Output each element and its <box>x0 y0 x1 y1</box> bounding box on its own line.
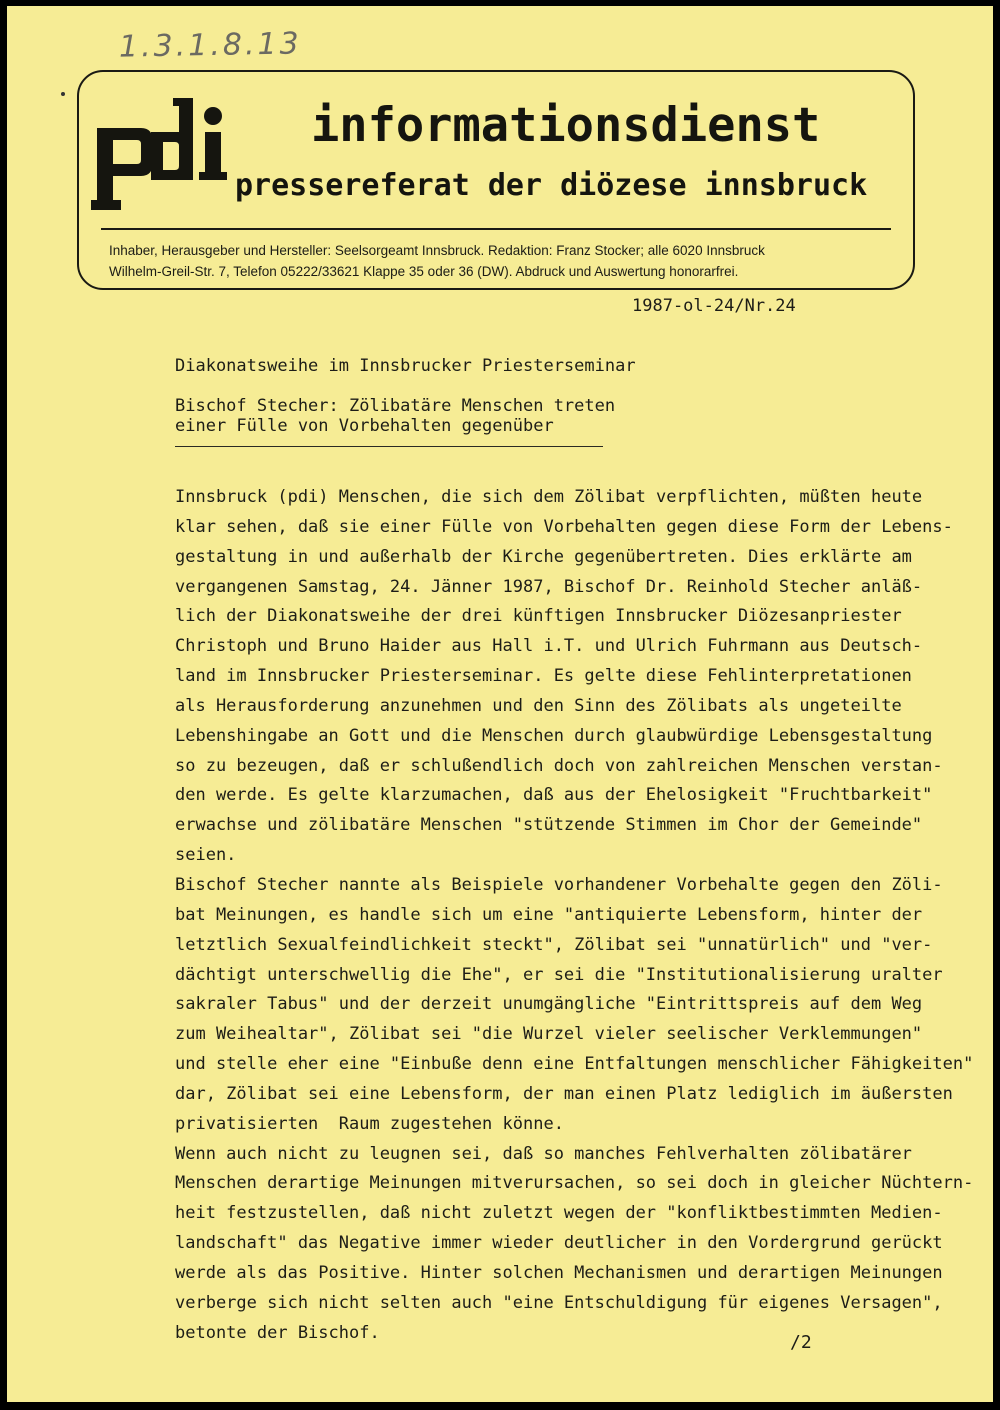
body-line: Bischof Stecher nannte als Beispiele vorhandener Vorbehalte gegen den Zöli- <box>175 874 943 895</box>
body-line: werde als das Positive. Hinter solchen Mechanismen und derartigen Meinungen <box>175 1262 943 1283</box>
body-line: so zu bezeugen, daß er schlußendlich doch von zahlreichen Menschen verstan- <box>175 755 943 776</box>
stray-mark <box>61 92 65 96</box>
body-line: betonte der Bischof. <box>175 1322 380 1343</box>
pdi-logo-icon <box>91 88 231 218</box>
body-line: land im Innsbrucker Priesterseminar. Es gelte diese Fehlinterpretationen <box>175 666 912 687</box>
body-line: Wenn auch nicht zu leugnen sei, daß so manches Fehlverhalten zölibatärer <box>175 1143 912 1164</box>
body-line: vergangenen Samstag, 24. Jänner 1987, Bischof Dr. Reinhold Stecher anläß- <box>175 576 923 597</box>
body-text <box>175 483 974 1348</box>
masthead <box>77 70 915 290</box>
body-line: verberge sich nicht selten auch "eine Entschuldigung für eigenes Versagen", <box>175 1292 943 1313</box>
issue-date-number: 1987-ol-24/Nr.24 <box>632 296 796 316</box>
subheadline <box>175 396 615 436</box>
masthead-imprint <box>109 240 893 282</box>
body-line: klar sehen, daß sie einer Fülle von Vorbehalten gegen diese Form der Lebens- <box>175 516 953 537</box>
body-line: landschaft" das Negative immer wieder deutlicher in den Vordergrund gerückt <box>175 1233 943 1254</box>
subheadline-underline <box>175 446 603 447</box>
body-line: zum Weihealtar", Zölibat sei "die Wurzel vieler seelischer Verklemmungen" <box>175 1024 923 1045</box>
body-line: und stelle eher eine "Einbuße denn eine Entfaltungen menschlicher Fähigkeiten" <box>175 1054 974 1075</box>
body-line: dar, Zölibat sei eine Lebensform, der man einen Platz lediglich im äußersten <box>175 1083 953 1104</box>
body-line: dächtigt unterschwellig die Ehe", er sei die "Institutionalisierung uralter <box>175 964 943 985</box>
imprint-line: Wilhelm-Greil-Str. 7, Telefon 05222/33621 Klappe 35 oder 36 (DW). Abdruck und Auswertung honorarfrei. <box>109 264 739 279</box>
body-line: sakraler Tabus" und der derzeit unumgängliche "Eintrittspreis auf dem Weg <box>175 994 923 1015</box>
masthead-title: informationsdienst <box>311 98 821 153</box>
masthead-subtitle: pressereferat der diözese innsbruck <box>235 168 868 203</box>
archive-number: 1.3.1.8.13 <box>118 26 302 65</box>
body-line: Christoph und Bruno Haider aus Hall i.T. und Ulrich Fuhrmann aus Deutsch- <box>175 636 923 657</box>
document-page <box>7 6 993 1402</box>
body-line: Innsbruck (pdi) Menschen, die sich dem Zölibat verpflichten, müßten heute <box>175 487 923 507</box>
imprint-line: Inhaber, Herausgeber und Hersteller: Seelsorgeamt Innsbruck. Redaktion: Franz Stocker; alle 6020 Innsbruck <box>109 243 765 258</box>
body-line: heit festzustellen, daß nicht zuletzt wegen der "konfliktbestimmten Medien- <box>175 1203 943 1224</box>
body-line: gestaltung in und außerhalb der Kirche gegenübertreten. Dies erklärte am <box>175 546 912 567</box>
body-line: den werde. Es gelte klarzumachen, daß aus der Ehelosigkeit "Fruchtbarkeit" <box>175 785 933 806</box>
body-line: bat Meinungen, es handle sich um eine "antiquierte Lebensform, hinter der <box>175 904 923 925</box>
subheadline-line: Bischof Stecher: Zölibatäre Menschen treten <box>175 396 616 416</box>
body-line: seien. <box>175 845 237 866</box>
page-continuation-marker: /2 <box>790 1332 812 1353</box>
body-line: Lebenshingabe an Gott und die Menschen durch glaubwürdige Lebensgestaltung <box>175 725 933 746</box>
body-line: lich der Diakonatsweihe der drei künftigen Innsbrucker Diözesanpriester <box>175 606 902 627</box>
body-line: Menschen derartige Meinungen mitverursachen, so sei doch in gleicher Nüchtern- <box>175 1173 974 1194</box>
body-line: als Herausforderung anzunehmen und den Sinn des Zölibats als ungeteilte <box>175 695 902 716</box>
masthead-divider <box>101 228 891 230</box>
subheadline-line: einer Fülle von Vorbehalten gegenüber <box>175 416 554 436</box>
body-line: privatisierten Raum zugestehen könne. <box>175 1113 564 1134</box>
headline: Diakonatsweihe im Innsbrucker Priesterseminar <box>175 356 636 376</box>
body-line: letztlich Sexualfeindlichkeit steckt", Zölibat sei "unnatürlich" und "ver- <box>175 934 933 955</box>
body-line: erwachse und zölibatäre Menschen "stützende Stimmen im Chor der Gemeinde" <box>175 815 923 836</box>
